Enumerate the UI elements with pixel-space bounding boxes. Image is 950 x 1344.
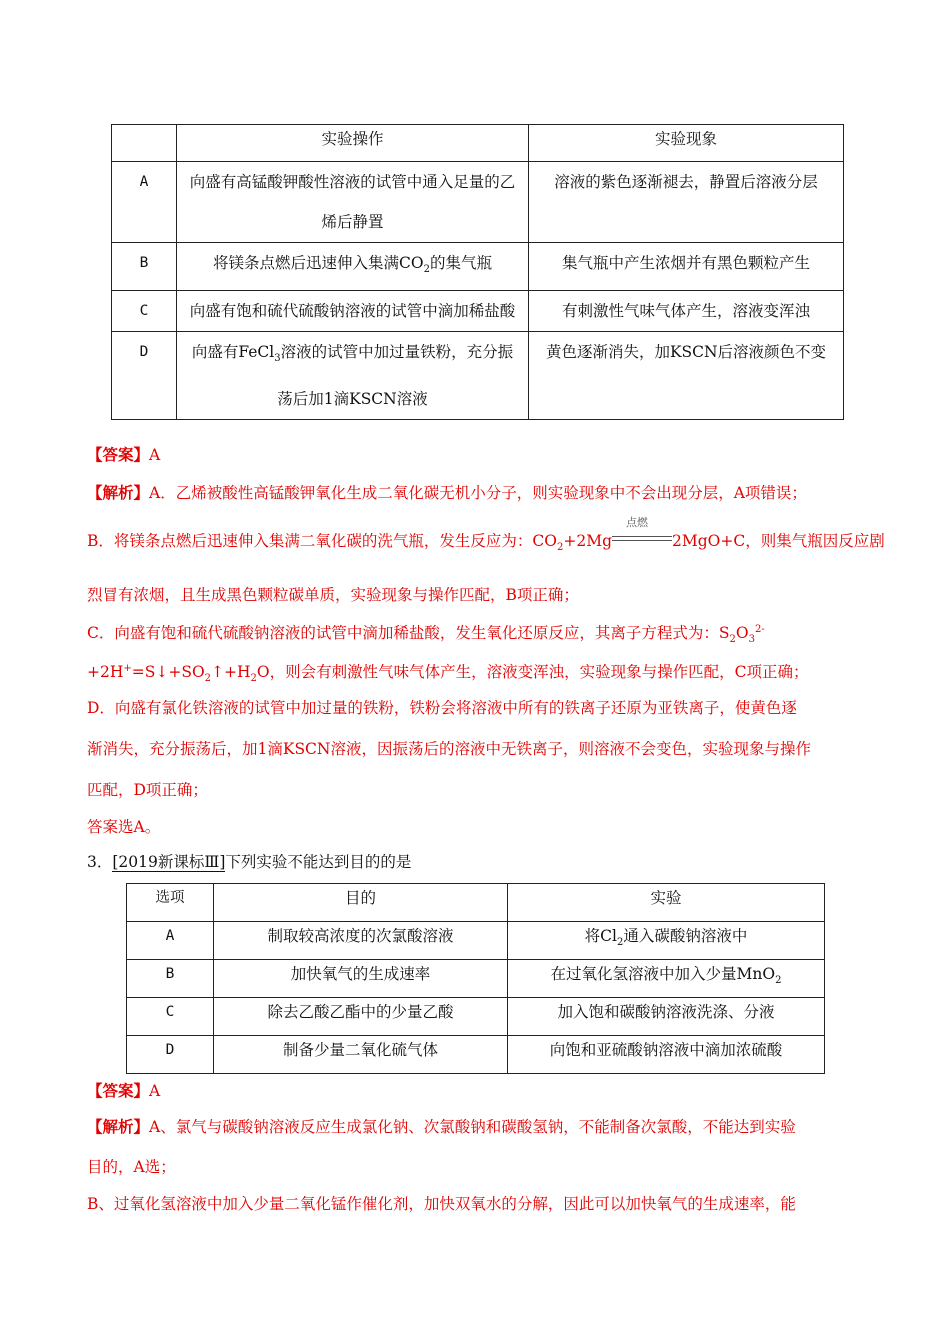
reaction-condition: 点燃 (626, 516, 648, 529)
goal-cell: 除去乙酸乙酯中的少量乙酸 (214, 998, 508, 1036)
option-cell: D (127, 1036, 214, 1074)
analysis-text: =S↓+SO (131, 663, 205, 681)
option-cell: A (127, 922, 214, 960)
analysis-text: 目的，A选； (87, 1158, 176, 1176)
subscript: 2 (423, 264, 430, 276)
answer-line (87, 443, 160, 465)
analysis-text: 烈冒有浓烟，且生成黑色颗粒碳单质，实验现象与操作匹配，B项正确； (87, 586, 579, 604)
header-cell (112, 125, 177, 162)
option-cell: D (112, 332, 177, 420)
subscript: 2 (556, 542, 564, 554)
text: 将Cl (584, 927, 617, 945)
analysis-line-a2 (87, 1155, 176, 1177)
analysis-conclusion (87, 815, 160, 837)
table-row (112, 162, 844, 243)
superscript: 2- (754, 623, 765, 635)
answer-label: 【答案】 (87, 1081, 150, 1100)
analysis-text: A、氯气与碳酸钠溶液反应生成氯化钠、次氯酸钠和碳酸氢钠，不能制备次氯酸，不能达到实验 (149, 1118, 796, 1136)
analysis-text: C．向盛有饱和硫代硫酸钠溶液的试管中滴加稀盐酸，发生氧化还原反应，其离子方程式为：S (87, 624, 730, 642)
experiment-table-1 (111, 124, 844, 420)
table-row (112, 291, 844, 332)
analysis-line-a (87, 481, 807, 503)
answer-label: 【答案】 (87, 445, 150, 464)
subscript: 3 (274, 353, 281, 365)
goal-cell: 制备少量二氧化硫气体 (214, 1036, 508, 1074)
observation-cell: 集气瓶中产生浓烟并有黑色颗粒产生 (529, 243, 844, 291)
analysis-text: 2MgO+C，则集气瓶因反应剧 (672, 532, 885, 550)
analysis-line-d3 (87, 778, 208, 800)
experiment-cell (508, 922, 825, 960)
subscript: 2 (250, 673, 257, 685)
text: 的集气瓶 (429, 254, 492, 272)
text: 向盛有FeCl (191, 343, 275, 362)
goal-cell: 加快氧气的生成速率 (214, 960, 508, 998)
subscript: 2 (204, 673, 212, 685)
text: 将镁条点燃后迅速伸入集满CO (213, 254, 424, 272)
analysis-text: O (735, 624, 749, 642)
subscript: 2 (616, 937, 624, 949)
option-cell: B (127, 960, 214, 998)
table-row (127, 998, 825, 1036)
experiment-table-2 (126, 883, 825, 1074)
analysis-text: A．乙烯被酸性高锰酸钾氧化生成二氧化碳无机小分子，则实验现象中不会出现分层，A项错误； (149, 484, 807, 502)
analysis-text: O，则会有刺激性气味气体产生，溶液变浑浊，实验现象与操作匹配，C项正确； (256, 663, 809, 681)
analysis-line-a1 (87, 1115, 796, 1137)
answer-value: A (149, 446, 161, 464)
analysis-line-b1 (87, 1192, 796, 1214)
text: 溶液的试管中加过量铁粉，充分振荡后加1滴KSCN溶液 (277, 343, 514, 409)
analysis-text: 渐消失，充分振荡后，加1滴KSCN溶液，因振荡后的溶液中无铁离子，则溶液不会变色，实验现象与操作 (87, 740, 811, 758)
answer-value: A (149, 1082, 161, 1100)
header-cell: 实验操作 (177, 125, 529, 162)
question-number: 3． (87, 853, 113, 871)
header-cell: 实验现象 (529, 125, 844, 162)
analysis-text: +2H (87, 663, 124, 681)
analysis-text: 答案选A。 (87, 818, 161, 836)
subscript: 2 (775, 975, 782, 987)
text: 向饱和亚硫酸钠溶液中滴加浓硫酸 (549, 1041, 783, 1059)
operation-cell: 向盛有饱和硫代硫酸钠溶液的试管中滴加稀盐酸 (177, 291, 529, 332)
analysis-line-b2 (87, 583, 579, 605)
analysis-line-b1 (87, 516, 885, 554)
table-header-row (112, 125, 844, 162)
analysis-text: 匹配，D项正确； (87, 781, 208, 799)
header-cell: 实验 (508, 884, 825, 922)
operation-cell (177, 332, 529, 420)
header-cell: 选项 (127, 884, 214, 922)
experiment-cell (508, 998, 825, 1036)
reaction-arrow (612, 516, 672, 548)
question-source: [2019新课标Ⅲ] (112, 853, 226, 871)
experiment-cell (508, 960, 825, 998)
question-3 (87, 850, 411, 872)
text: 通入碳酸钠溶液中 (623, 927, 748, 945)
analysis-text: B、过氧化氢溶液中加入少量二氧化锰作催化剂，加快双氧水的分解，因此可以加快氧气的生成速率，能 (87, 1195, 796, 1213)
analysis-label: 【解析】 (87, 1117, 150, 1136)
text: 加入饱和碳酸钠溶液洗涤、分液 (557, 1003, 775, 1021)
analysis-line-d2 (87, 737, 811, 759)
option-cell: A (112, 162, 177, 243)
header-cell: 目的 (214, 884, 508, 922)
answer-line (87, 1079, 160, 1101)
observation-cell: 有刺激性气味气体产生，溶液变浑浊 (529, 291, 844, 332)
table-row (112, 243, 844, 291)
analysis-text: B．将镁条点燃后迅速伸入集满二氧化碳的洗气瓶，发生反应为：CO (87, 532, 557, 550)
analysis-label: 【解析】 (87, 483, 150, 502)
operation-cell (177, 243, 529, 291)
analysis-line-c2 (87, 660, 809, 684)
table-row (127, 960, 825, 998)
analysis-line-d1 (87, 696, 797, 718)
option-cell: C (112, 291, 177, 332)
option-cell: C (127, 998, 214, 1036)
experiment-cell (508, 1036, 825, 1074)
superscript: + (123, 662, 132, 674)
operation-cell: 向盛有高锰酸钾酸性溶液的试管中通入足量的乙烯后静置 (177, 162, 529, 243)
table-row (112, 332, 844, 420)
text: 在过氧化氢溶液中加入少量MnO (550, 965, 776, 983)
observation-cell: 溶液的紫色逐渐褪去，静置后溶液分层 (529, 162, 844, 243)
analysis-text: ↑+H (211, 663, 251, 681)
analysis-text: +2Mg (563, 532, 612, 550)
subscript: 3 (748, 634, 755, 646)
table-row (127, 1036, 825, 1074)
subscript: 2 (729, 634, 736, 646)
option-cell: B (112, 243, 177, 291)
analysis-line-c1 (87, 621, 765, 645)
goal-cell: 制取较高浓度的次氯酸溶液 (214, 922, 508, 960)
table-header-row (127, 884, 825, 922)
observation-cell: 黄色逐渐消失，加KSCN后溶液颜色不变 (529, 332, 844, 420)
table-row (127, 922, 825, 960)
analysis-text: D．向盛有氯化铁溶液的试管中加过量的铁粉，铁粉会将溶液中所有的铁离子还原为亚铁离子，使黄色逐 (87, 699, 797, 717)
question-text: 下列实验不能达到目的的是 (225, 853, 412, 871)
